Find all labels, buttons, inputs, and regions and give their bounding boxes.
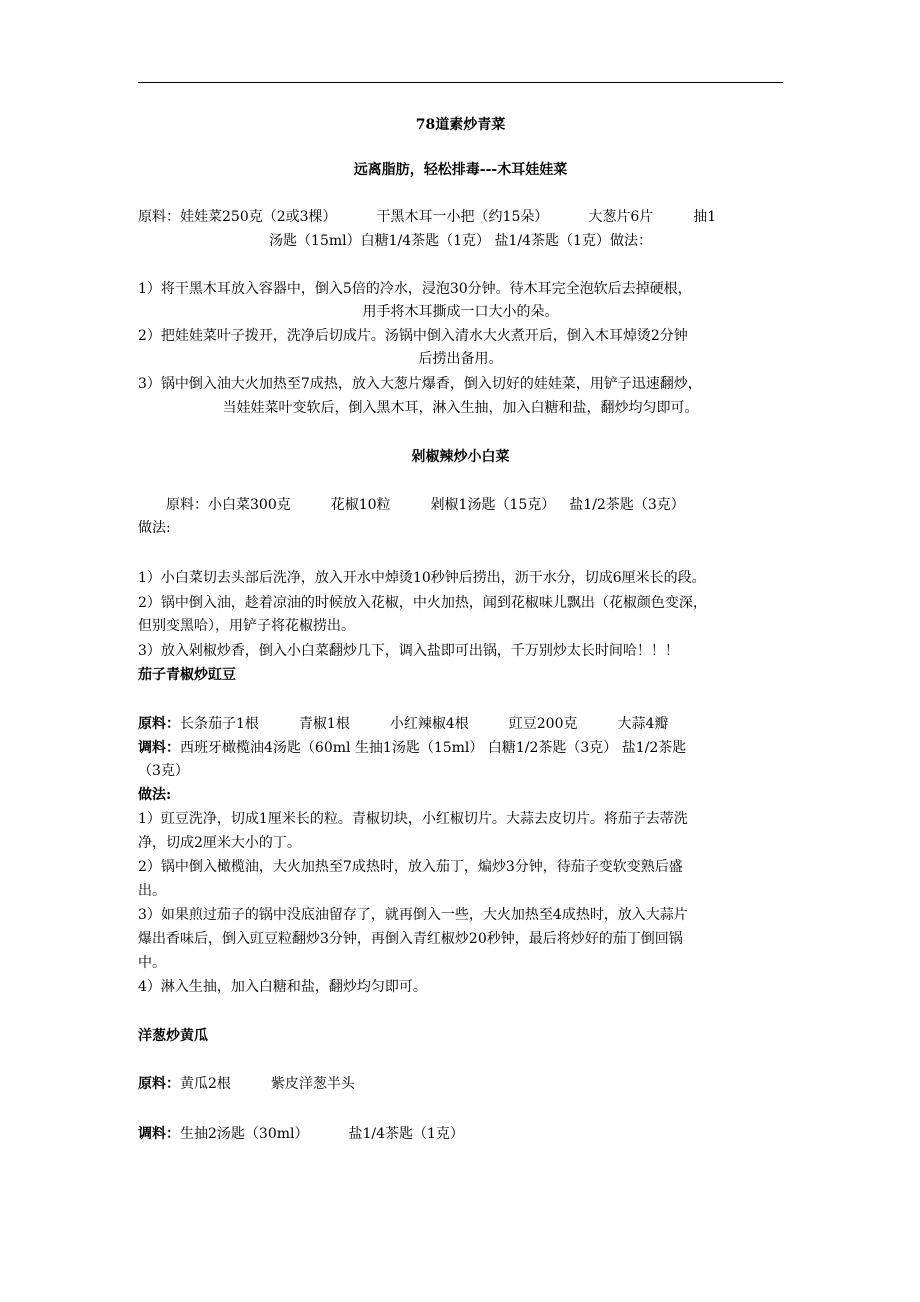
recipe-2-step-line: 1）小白菜切去头部后洗净，放入开水中焯烫10秒钟后捞出，沥干水分，切成6厘米长的段。	[138, 570, 706, 586]
recipe-3-step-line: 出。	[138, 883, 166, 899]
recipe-2-method-label: 做法:	[138, 520, 171, 536]
recipe-3-title: 茄子青椒炒豇豆	[138, 667, 236, 683]
seasoning-text: 西班牙橄榄油4汤匙（60ml 生抽1汤匙（15ml） 白糖1/2茶匙（3克） 盐1/2茶匙	[180, 740, 687, 756]
seasoning-item: 生抽2汤匙（30ml）	[180, 1126, 309, 1142]
recipe-3-ingredients	[138, 713, 783, 736]
recipe-1-step-3-cont: 当娃娃菜叶变软后，倒入黑木耳，淋入生抽，加入白糖和盐，翻炒均匀即可。	[222, 400, 699, 416]
ingredients-label: 原料：	[138, 716, 180, 732]
ingredient-item: 大葱片6片	[588, 209, 654, 225]
recipe-2-ingredients	[138, 494, 811, 517]
ingredient-item: 盐1/2茶匙（3克）	[569, 497, 685, 513]
seasoning-item: 盐1/4茶匙（1克）	[348, 1126, 464, 1142]
recipe-3-seasoning-cont: （3克）	[138, 763, 189, 779]
ingredient-item: 剁椒1汤匙（15克）	[430, 497, 556, 513]
recipe-3-step-line: 4）淋入生抽，加入白糖和盐，翻炒均匀即可。	[138, 979, 427, 995]
header-rule	[138, 82, 783, 83]
recipe-3-step-line: 3）如果煎过茄子的锅中没底油留存了，就再倒入一些，大火加热至4成热时，放入大蒜片	[138, 907, 688, 923]
ingredient-item: 原料：娃娃菜250克（2或3棵）	[138, 209, 337, 225]
recipe-4-seasoning	[138, 1123, 783, 1146]
recipe-1-step-1-cont: 用手将木耳撕成一口大小的朵。	[362, 304, 559, 320]
ingredient-item: 青椒1根	[298, 716, 350, 732]
recipe-3-method-label: 做法:	[138, 787, 172, 803]
ingredient-item: 花椒10粒	[330, 497, 391, 513]
recipe-3-step-line: 1）豇豆洗净，切成1厘米长的粒。青椒切块，小红椒切片。大蒜去皮切片。将茄子去蒂洗	[138, 811, 688, 827]
recipe-2-step-line: 但别变黑哈），用铲子将花椒捞出。	[138, 618, 355, 634]
ingredient-item: 长条茄子1根	[180, 716, 259, 732]
recipe-2-title: 剁椒辣炒小白菜	[411, 449, 510, 465]
recipe-1-step-1: 1）将干黑木耳放入容器中，倒入5倍的冷水，浸泡30分钟。待木耳完全泡软后去掉硬根，	[138, 281, 692, 297]
seasoning-label: 调料：	[138, 740, 180, 756]
recipe-4-ingredients	[138, 1073, 783, 1096]
recipe-1-step-2-cont: 后捞出备用。	[418, 351, 503, 367]
ingredient-item: 小红辣椒4根	[389, 716, 469, 732]
recipe-2-step-line: 3）放入剁椒炒香，倒入小白菜翻炒几下，调入盐即可出锅，千万别炒太长时间哈！！！	[138, 643, 679, 659]
ingredient-item: 黄瓜2根	[180, 1076, 231, 1092]
document-title: 78道素炒青菜	[415, 117, 506, 133]
recipe-1-ingredients	[138, 206, 783, 229]
recipe-1-step-2: 2）把娃娃菜叶子拨开，洗净后切成片。汤锅中倒入清水大火煮开后，倒入木耳焯烫2分钟	[138, 328, 688, 344]
seasoning-label: 调料：	[138, 1126, 180, 1142]
recipe-3-seasoning	[138, 737, 783, 760]
recipe-3-step-line: 2）锅中倒入橄榄油，大火加热至7成热时，放入茄丁，煸炒3分钟，待茄子变软变熟后盛	[138, 859, 683, 875]
ingredient-item: 原料：小白菜300克	[166, 497, 291, 513]
recipe-4-title: 洋葱炒黄瓜	[138, 1028, 208, 1044]
recipe-3-step-line: 中。	[138, 955, 166, 971]
ingredient-item: 大蒜4瓣	[617, 716, 669, 732]
recipe-3-step-line: 净，切成2厘米大小的丁。	[138, 835, 301, 851]
recipe-3-step-line: 爆出香味后，倒入豇豆粒翻炒3分钟，再倒入青红椒炒20秒钟，最后将炒好的茄丁倒回锅	[138, 931, 683, 947]
recipe-1-title: 远离脂肪，轻松排毒---木耳娃娃菜	[353, 162, 568, 178]
ingredient-item: 豇豆200克	[508, 716, 578, 732]
recipe-1-step-3: 3）锅中倒入油大火加热至7成热，放入大葱片爆香，倒入切好的娃娃菜，用铲子迅速翻炒，	[138, 376, 702, 392]
ingredient-item: 紫皮洋葱半头	[270, 1076, 355, 1092]
ingredients-label: 原料：	[138, 1076, 180, 1092]
recipe-1-ingredients-cont: 汤匙（15ml）白糖1/4茶匙（1克） 盐1/4茶匙（1克）做法：	[269, 233, 652, 249]
ingredient-item: 干黑木耳一小把（约15朵）	[376, 209, 549, 225]
ingredient-item: 抽1	[693, 209, 717, 225]
recipe-2-step-line: 2）锅中倒入油，趁着凉油的时候放入花椒，中火加热，闻到花椒味儿飘出（花椒颜色变深，	[138, 595, 707, 611]
